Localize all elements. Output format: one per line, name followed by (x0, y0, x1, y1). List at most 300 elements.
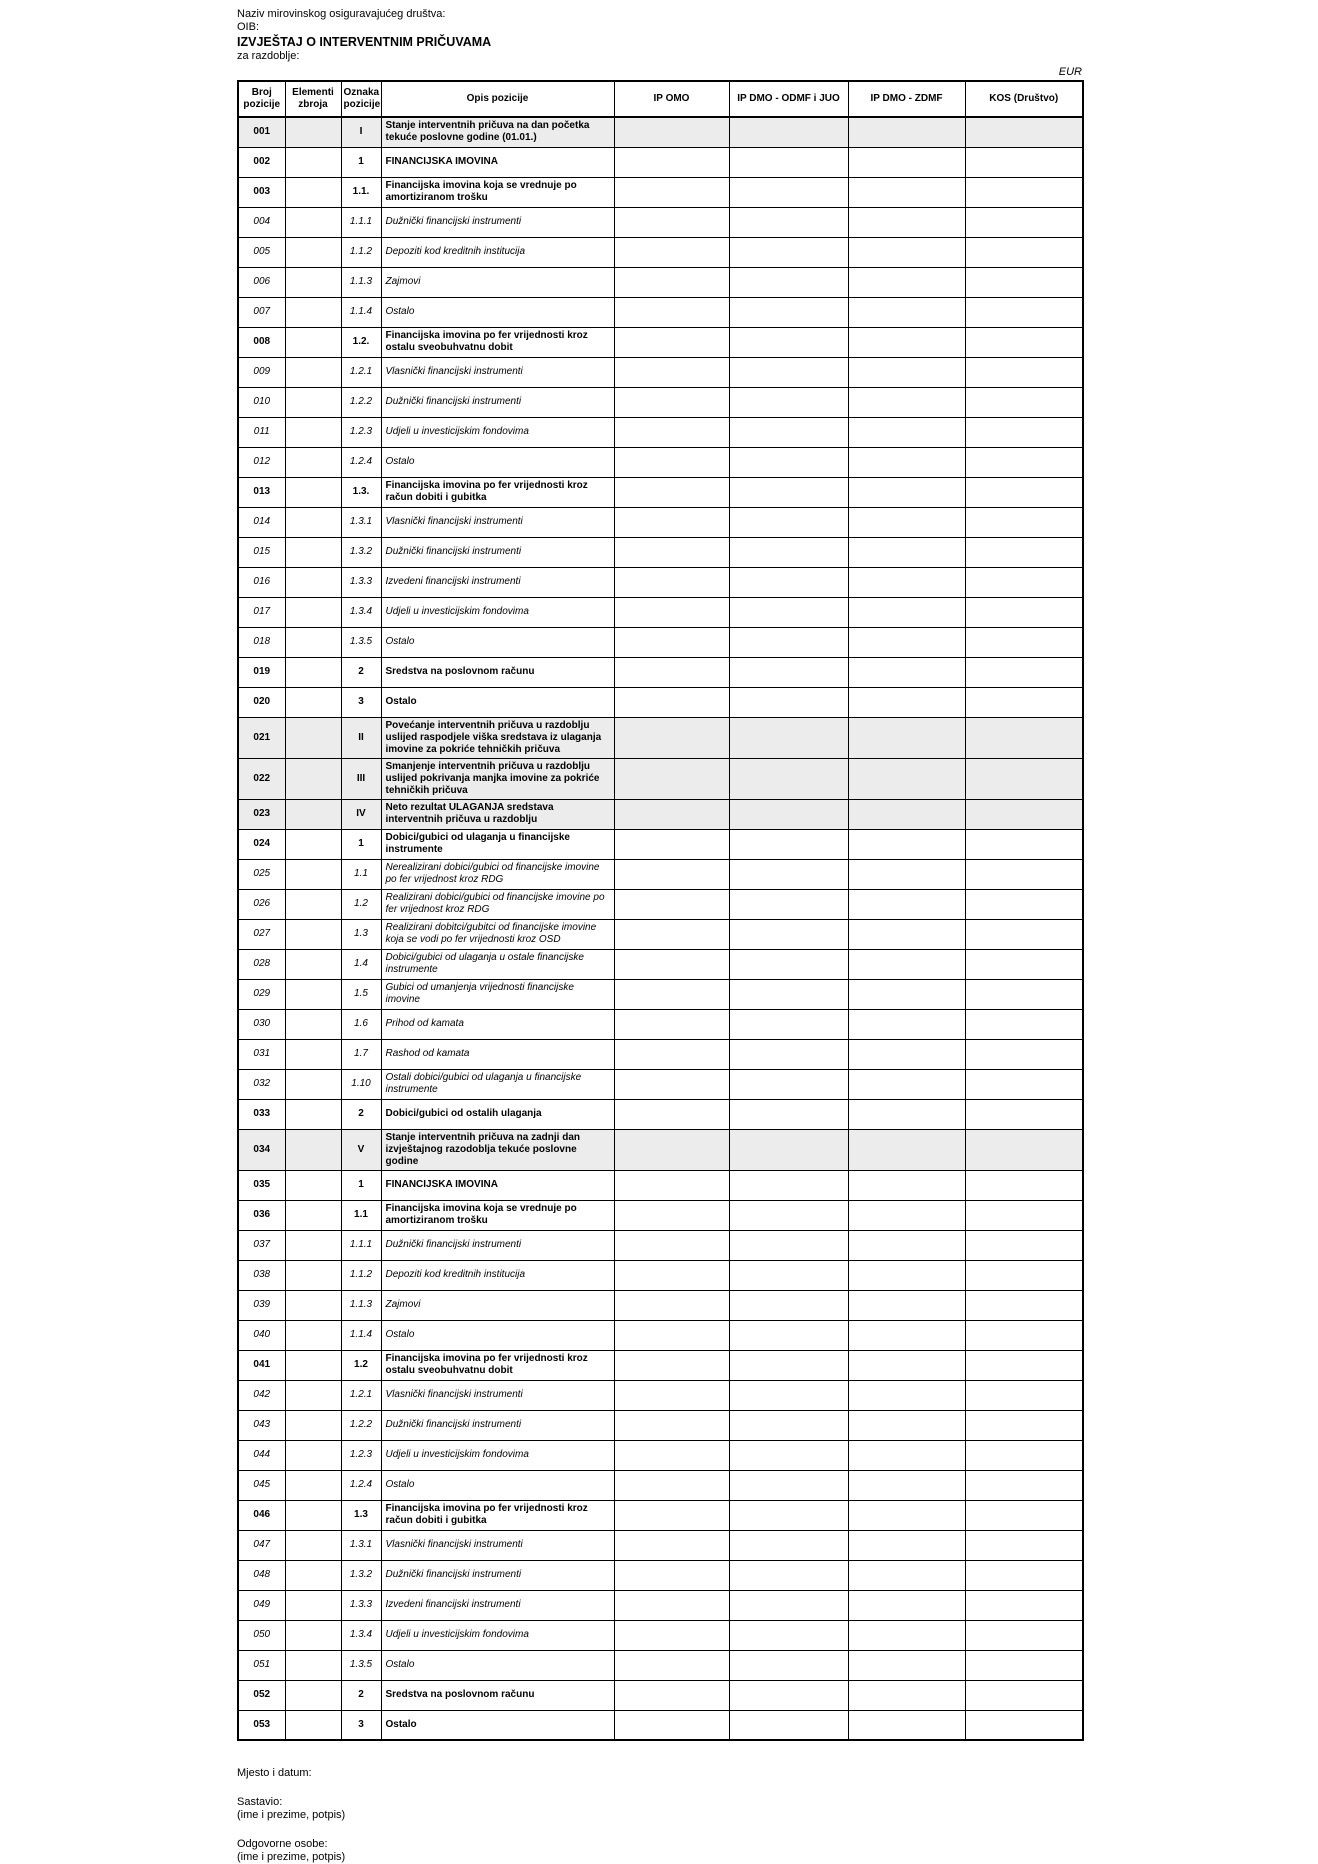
value-cell-ip-omo (614, 799, 729, 829)
position-number-cell: 043 (238, 1410, 285, 1440)
sum-elements-cell (285, 567, 341, 597)
position-number-cell: 049 (238, 1590, 285, 1620)
value-cell-ip-dmo-odmf-juo (729, 1009, 848, 1039)
col-header-ip-omo: IP OMO (614, 81, 729, 117)
value-cell-ip-omo (614, 1170, 729, 1200)
position-description-cell: Ostalo (381, 447, 614, 477)
value-cell-ip-dmo-zdmf (848, 979, 965, 1009)
value-cell-ip-dmo-zdmf (848, 147, 965, 177)
col-header-opis-pozicije: Opis pozicije (381, 81, 614, 117)
value-cell-ip-dmo-odmf-juo (729, 1260, 848, 1290)
value-cell-kos-drustvo (965, 417, 1083, 447)
value-cell-kos-drustvo (965, 147, 1083, 177)
value-cell-kos-drustvo (965, 1350, 1083, 1380)
position-description-cell: Dobici/gubici od ostalih ulaganja (381, 1099, 614, 1129)
position-number-cell: 037 (238, 1230, 285, 1260)
value-cell-ip-omo (614, 919, 729, 949)
value-cell-ip-dmo-odmf-juo (729, 327, 848, 357)
table-row (238, 567, 1083, 597)
value-cell-ip-omo (614, 949, 729, 979)
position-description-cell: Stanje interventnih pričuva na zadnji dan izvještajnog razodoblja tekuće poslovne godine (381, 1129, 614, 1170)
value-cell-ip-dmo-odmf-juo (729, 889, 848, 919)
value-cell-ip-dmo-odmf-juo (729, 859, 848, 889)
position-description-cell: Ostalo (381, 297, 614, 327)
value-cell-ip-omo (614, 717, 729, 758)
position-description-cell: Stanje interventnih pričuva na dan početka tekuće poslovne godine (01.01.) (381, 117, 614, 147)
position-code-cell: 1.1.3 (341, 267, 381, 297)
value-cell-kos-drustvo (965, 567, 1083, 597)
value-cell-ip-dmo-zdmf (848, 799, 965, 829)
value-cell-kos-drustvo (965, 687, 1083, 717)
sum-elements-cell (285, 417, 341, 447)
sum-elements-cell (285, 1440, 341, 1470)
table-row (238, 537, 1083, 567)
value-cell-ip-dmo-odmf-juo (729, 567, 848, 597)
value-cell-kos-drustvo (965, 1590, 1083, 1620)
value-cell-ip-omo (614, 417, 729, 447)
table-row (238, 859, 1083, 889)
position-code-cell: 1.2.2 (341, 1410, 381, 1440)
value-cell-kos-drustvo (965, 117, 1083, 147)
value-cell-ip-dmo-zdmf (848, 1260, 965, 1290)
position-description-cell: Udjeli u investicijskim fondovima (381, 417, 614, 447)
sum-elements-cell (285, 1069, 341, 1099)
table-row (238, 1470, 1083, 1500)
value-cell-ip-dmo-odmf-juo (729, 447, 848, 477)
value-cell-ip-omo (614, 1200, 729, 1230)
value-cell-ip-omo (614, 1290, 729, 1320)
position-number-cell: 048 (238, 1560, 285, 1590)
footer (237, 1767, 1082, 1864)
value-cell-ip-dmo-odmf-juo (729, 1290, 848, 1320)
position-number-cell: 003 (238, 177, 285, 207)
value-cell-ip-omo (614, 1530, 729, 1560)
position-code-cell: IV (341, 799, 381, 829)
value-cell-ip-omo (614, 657, 729, 687)
value-cell-kos-drustvo (965, 627, 1083, 657)
value-cell-ip-dmo-zdmf (848, 297, 965, 327)
value-cell-ip-dmo-zdmf (848, 717, 965, 758)
table-header-row (238, 81, 1083, 117)
sum-elements-cell (285, 1170, 341, 1200)
sum-elements-cell (285, 949, 341, 979)
value-cell-kos-drustvo (965, 267, 1083, 297)
value-cell-ip-omo (614, 1260, 729, 1290)
position-description-cell: Dužnički financijski instrumenti (381, 1410, 614, 1440)
position-code-cell: 1.2.1 (341, 357, 381, 387)
value-cell-ip-dmo-zdmf (848, 1039, 965, 1069)
value-cell-kos-drustvo (965, 1039, 1083, 1069)
position-number-cell: 025 (238, 859, 285, 889)
value-cell-kos-drustvo (965, 758, 1083, 799)
value-cell-ip-dmo-odmf-juo (729, 979, 848, 1009)
value-cell-ip-omo (614, 1350, 729, 1380)
position-description-cell: Ostalo (381, 1320, 614, 1350)
value-cell-ip-dmo-odmf-juo (729, 1500, 848, 1530)
value-cell-kos-drustvo (965, 597, 1083, 627)
value-cell-ip-dmo-zdmf (848, 507, 965, 537)
value-cell-ip-omo (614, 117, 729, 147)
position-number-cell: 042 (238, 1380, 285, 1410)
sum-elements-cell (285, 1710, 341, 1740)
value-cell-ip-dmo-odmf-juo (729, 177, 848, 207)
value-cell-ip-dmo-zdmf (848, 1170, 965, 1200)
value-cell-ip-dmo-odmf-juo (729, 1099, 848, 1129)
sum-elements-cell (285, 387, 341, 417)
value-cell-ip-dmo-odmf-juo (729, 1129, 848, 1170)
value-cell-ip-dmo-zdmf (848, 859, 965, 889)
position-description-cell: Dobici/gubici od ulaganja u financijske instrumente (381, 829, 614, 859)
company-name-label: Naziv mirovinskog osiguravajućeg društva: (237, 8, 446, 20)
sum-elements-cell (285, 1350, 341, 1380)
value-cell-ip-dmo-zdmf (848, 1380, 965, 1410)
position-number-cell: 038 (238, 1260, 285, 1290)
position-description-cell: Neto rezultat ULAGANJA sredstava interventnih pričuva u razdoblju (381, 799, 614, 829)
position-number-cell: 039 (238, 1290, 285, 1320)
value-cell-kos-drustvo (965, 1650, 1083, 1680)
value-cell-ip-dmo-zdmf (848, 1129, 965, 1170)
table-row (238, 1380, 1083, 1410)
table-row (238, 207, 1083, 237)
position-code-cell: 1.1.4 (341, 297, 381, 327)
position-number-cell: 052 (238, 1680, 285, 1710)
value-cell-kos-drustvo (965, 979, 1083, 1009)
value-cell-ip-omo (614, 1380, 729, 1410)
position-description-cell: Vlasnički financijski instrumenti (381, 1380, 614, 1410)
value-cell-kos-drustvo (965, 859, 1083, 889)
prepared-by-label: Sastavio: (237, 1796, 283, 1808)
table-row (238, 1129, 1083, 1170)
position-number-cell: 046 (238, 1500, 285, 1530)
sum-elements-cell (285, 717, 341, 758)
value-cell-ip-dmo-zdmf (848, 117, 965, 147)
value-cell-ip-dmo-zdmf (848, 477, 965, 507)
table-row (238, 1500, 1083, 1530)
sum-elements-cell (285, 207, 341, 237)
position-description-cell: Sredstva na poslovnom računu (381, 657, 614, 687)
position-code-cell: 1.2.3 (341, 417, 381, 447)
position-code-cell: 1.2.3 (341, 1440, 381, 1470)
value-cell-ip-omo (614, 1560, 729, 1590)
value-cell-ip-omo (614, 859, 729, 889)
position-number-cell: 031 (238, 1039, 285, 1069)
report-sheet (237, 8, 1082, 1864)
position-code-cell: 1.3.5 (341, 1650, 381, 1680)
value-cell-ip-dmo-odmf-juo (729, 1650, 848, 1680)
position-code-cell: 1.3. (341, 477, 381, 507)
position-number-cell: 008 (238, 327, 285, 357)
value-cell-ip-omo (614, 1620, 729, 1650)
sum-elements-cell (285, 1620, 341, 1650)
table-row (238, 1350, 1083, 1380)
position-code-cell: 1.1.1 (341, 207, 381, 237)
page-title: IZVJEŠTAJ O INTERVENTNIM PRIČUVAMA (237, 35, 492, 49)
position-number-cell: 020 (238, 687, 285, 717)
position-code-cell: III (341, 758, 381, 799)
sum-elements-cell (285, 919, 341, 949)
table-row (238, 799, 1083, 829)
period-label: za razdoblje: (237, 50, 300, 62)
position-description-cell: Dužnički financijski instrumenti (381, 1230, 614, 1260)
position-code-cell: 1.3.1 (341, 1530, 381, 1560)
value-cell-kos-drustvo (965, 1170, 1083, 1200)
position-number-cell: 012 (238, 447, 285, 477)
value-cell-ip-omo (614, 1069, 729, 1099)
table-row (238, 889, 1083, 919)
position-description-cell: Ostali dobici/gubici od ulaganja u financijske instrumente (381, 1069, 614, 1099)
value-cell-ip-dmo-zdmf (848, 1320, 965, 1350)
position-description-cell: Ostalo (381, 1710, 614, 1740)
sum-elements-cell (285, 799, 341, 829)
value-cell-ip-dmo-zdmf (848, 537, 965, 567)
sum-elements-cell (285, 1500, 341, 1530)
position-code-cell: 1.6 (341, 1009, 381, 1039)
oib-label: OIB: (237, 21, 260, 33)
position-number-cell: 007 (238, 297, 285, 327)
position-number-cell: 014 (238, 507, 285, 537)
position-code-cell: 1.7 (341, 1039, 381, 1069)
position-number-cell: 050 (238, 1620, 285, 1650)
value-cell-kos-drustvo (965, 1129, 1083, 1170)
value-cell-ip-dmo-zdmf (848, 417, 965, 447)
value-cell-kos-drustvo (965, 657, 1083, 687)
value-cell-ip-dmo-odmf-juo (729, 1410, 848, 1440)
value-cell-ip-omo (614, 687, 729, 717)
responsible-persons-label: Odgovorne osobe: (237, 1838, 328, 1850)
position-code-cell: 1.3.3 (341, 1590, 381, 1620)
value-cell-ip-dmo-odmf-juo (729, 717, 848, 758)
value-cell-kos-drustvo (965, 1470, 1083, 1500)
position-number-cell: 051 (238, 1650, 285, 1680)
table-row (238, 1560, 1083, 1590)
position-code-cell: 1.3.2 (341, 537, 381, 567)
col-header-ip-dmo-zdmf: IP DMO - ZDMF (848, 81, 965, 117)
table-row (238, 327, 1083, 357)
value-cell-ip-dmo-zdmf (848, 567, 965, 597)
value-cell-ip-dmo-zdmf (848, 1069, 965, 1099)
value-cell-ip-omo (614, 177, 729, 207)
table-row (238, 627, 1083, 657)
value-cell-kos-drustvo (965, 1560, 1083, 1590)
table-row (238, 477, 1083, 507)
value-cell-kos-drustvo (965, 1620, 1083, 1650)
currency-label: EUR (1058, 66, 1082, 78)
value-cell-ip-dmo-odmf-juo (729, 1590, 848, 1620)
position-number-cell: 024 (238, 829, 285, 859)
table-row (238, 919, 1083, 949)
value-cell-ip-dmo-odmf-juo (729, 758, 848, 799)
value-cell-ip-omo (614, 1710, 729, 1740)
position-code-cell: 1 (341, 147, 381, 177)
sum-elements-cell (285, 657, 341, 687)
value-cell-ip-dmo-zdmf (848, 1560, 965, 1590)
position-number-cell: 023 (238, 799, 285, 829)
position-code-cell: 1.1.3 (341, 1290, 381, 1320)
value-cell-ip-omo (614, 1500, 729, 1530)
table-row (238, 447, 1083, 477)
value-cell-ip-dmo-odmf-juo (729, 657, 848, 687)
position-number-cell: 026 (238, 889, 285, 919)
value-cell-ip-omo (614, 829, 729, 859)
table-row (238, 979, 1083, 1009)
value-cell-kos-drustvo (965, 919, 1083, 949)
sum-elements-cell (285, 829, 341, 859)
responsible-persons-note: (ime i prezime, potpis) (237, 1851, 346, 1863)
value-cell-ip-dmo-odmf-juo (729, 237, 848, 267)
sum-elements-cell (285, 1380, 341, 1410)
position-number-cell: 047 (238, 1530, 285, 1560)
sum-elements-cell (285, 1230, 341, 1260)
value-cell-ip-dmo-odmf-juo (729, 357, 848, 387)
position-number-cell: 017 (238, 597, 285, 627)
value-cell-ip-omo (614, 237, 729, 267)
value-cell-ip-omo (614, 1039, 729, 1069)
value-cell-ip-dmo-odmf-juo (729, 597, 848, 627)
position-code-cell: 1.2 (341, 1350, 381, 1380)
position-description-cell: Ostalo (381, 1650, 614, 1680)
value-cell-ip-omo (614, 1470, 729, 1500)
value-cell-kos-drustvo (965, 1099, 1083, 1129)
position-description-cell: Zajmovi (381, 267, 614, 297)
position-description-cell: Financijska imovina po fer vrijednosti kroz ostalu sveobuhvatnu dobit (381, 327, 614, 357)
sum-elements-cell (285, 687, 341, 717)
position-code-cell: 1.2.2 (341, 387, 381, 417)
value-cell-ip-dmo-odmf-juo (729, 387, 848, 417)
sum-elements-cell (285, 447, 341, 477)
position-description-cell: Zajmovi (381, 1290, 614, 1320)
col-header-ip-dmo-odmf-juo: IP DMO - ODMF i JUO (729, 81, 848, 117)
position-description-cell: Depoziti kod kreditnih institucija (381, 237, 614, 267)
value-cell-kos-drustvo (965, 1410, 1083, 1440)
value-cell-kos-drustvo (965, 327, 1083, 357)
value-cell-ip-dmo-zdmf (848, 267, 965, 297)
table-row (238, 297, 1083, 327)
value-cell-ip-dmo-odmf-juo (729, 1680, 848, 1710)
sum-elements-cell (285, 1039, 341, 1069)
value-cell-kos-drustvo (965, 949, 1083, 979)
sum-elements-cell (285, 1129, 341, 1170)
value-cell-ip-omo (614, 597, 729, 627)
table-row (238, 1039, 1083, 1069)
position-code-cell: 1 (341, 829, 381, 859)
value-cell-ip-omo (614, 447, 729, 477)
position-description-cell: Ostalo (381, 1470, 614, 1500)
value-cell-ip-dmo-odmf-juo (729, 297, 848, 327)
value-cell-ip-dmo-odmf-juo (729, 1170, 848, 1200)
value-cell-kos-drustvo (965, 1290, 1083, 1320)
value-cell-ip-dmo-zdmf (848, 357, 965, 387)
sum-elements-cell (285, 1530, 341, 1560)
col-header-oznaka-pozicije: Oznaka pozicije (341, 81, 381, 117)
value-cell-kos-drustvo (965, 447, 1083, 477)
position-description-cell: Dobici/gubici od ulaganja u ostale financijske instrumente (381, 949, 614, 979)
position-number-cell: 004 (238, 207, 285, 237)
value-cell-kos-drustvo (965, 477, 1083, 507)
table-row (238, 1260, 1083, 1290)
position-number-cell: 016 (238, 567, 285, 597)
value-cell-ip-dmo-zdmf (848, 447, 965, 477)
table-row (238, 237, 1083, 267)
value-cell-ip-dmo-zdmf (848, 919, 965, 949)
sum-elements-cell (285, 507, 341, 537)
position-code-cell: 1.2.4 (341, 447, 381, 477)
position-number-cell: 021 (238, 717, 285, 758)
position-description-cell: Depoziti kod kreditnih institucija (381, 1260, 614, 1290)
value-cell-ip-dmo-odmf-juo (729, 417, 848, 447)
position-code-cell: 1.3.1 (341, 507, 381, 537)
position-code-cell: 1.3 (341, 919, 381, 949)
position-description-cell: Financijska imovina po fer vrijednosti kroz ostalu sveobuhvatnu dobit (381, 1350, 614, 1380)
value-cell-ip-dmo-zdmf (848, 1620, 965, 1650)
value-cell-ip-dmo-odmf-juo (729, 267, 848, 297)
position-number-cell: 001 (238, 117, 285, 147)
position-code-cell: 2 (341, 1680, 381, 1710)
table-row (238, 1680, 1083, 1710)
position-code-cell: 1.1.2 (341, 237, 381, 267)
table-row (238, 1590, 1083, 1620)
position-number-cell: 013 (238, 477, 285, 507)
value-cell-ip-dmo-odmf-juo (729, 1230, 848, 1260)
table-row (238, 417, 1083, 447)
table-row (238, 177, 1083, 207)
value-cell-ip-dmo-zdmf (848, 1710, 965, 1740)
value-cell-kos-drustvo (965, 1009, 1083, 1039)
sum-elements-cell (285, 1680, 341, 1710)
sum-elements-cell (285, 357, 341, 387)
position-number-cell: 010 (238, 387, 285, 417)
position-description-cell: Vlasnički financijski instrumenti (381, 507, 614, 537)
value-cell-ip-dmo-odmf-juo (729, 1710, 848, 1740)
position-number-cell: 006 (238, 267, 285, 297)
position-description-cell: Smanjenje interventnih pričuva u razdoblju uslijed pokrivanja manjka imovine za pokriće tehničkih pričuva (381, 758, 614, 799)
sum-elements-cell (285, 1470, 341, 1500)
position-number-cell: 033 (238, 1099, 285, 1129)
value-cell-ip-dmo-zdmf (848, 1350, 965, 1380)
value-cell-kos-drustvo (965, 387, 1083, 417)
value-cell-ip-dmo-odmf-juo (729, 949, 848, 979)
position-description-cell: Vlasnički financijski instrumenti (381, 357, 614, 387)
table-row (238, 829, 1083, 859)
table-row (238, 1320, 1083, 1350)
value-cell-kos-drustvo (965, 1230, 1083, 1260)
position-description-cell: Udjeli u investicijskim fondovima (381, 1440, 614, 1470)
position-number-cell: 009 (238, 357, 285, 387)
sum-elements-cell (285, 889, 341, 919)
value-cell-kos-drustvo (965, 1320, 1083, 1350)
value-cell-ip-dmo-odmf-juo (729, 1069, 848, 1099)
position-code-cell: 1.3.4 (341, 1620, 381, 1650)
table-row (238, 1710, 1083, 1740)
value-cell-ip-dmo-zdmf (848, 949, 965, 979)
position-number-cell: 015 (238, 537, 285, 567)
position-code-cell: 1.1 (341, 859, 381, 889)
value-cell-ip-dmo-zdmf (848, 1440, 965, 1470)
sum-elements-cell (285, 1260, 341, 1290)
value-cell-ip-omo (614, 1440, 729, 1470)
position-description-cell: Financijska imovina po fer vrijednosti kroz račun dobiti i gubitka (381, 477, 614, 507)
position-description-cell: Financijska imovina po fer vrijednosti kroz račun dobiti i gubitka (381, 1500, 614, 1530)
table-row (238, 1620, 1083, 1650)
table-row (238, 597, 1083, 627)
position-number-cell: 035 (238, 1170, 285, 1200)
value-cell-ip-omo (614, 1129, 729, 1170)
sum-elements-cell (285, 477, 341, 507)
position-code-cell: 1 (341, 1170, 381, 1200)
value-cell-ip-omo (614, 327, 729, 357)
value-cell-ip-omo (614, 889, 729, 919)
position-number-cell: 040 (238, 1320, 285, 1350)
value-cell-ip-dmo-odmf-juo (729, 207, 848, 237)
